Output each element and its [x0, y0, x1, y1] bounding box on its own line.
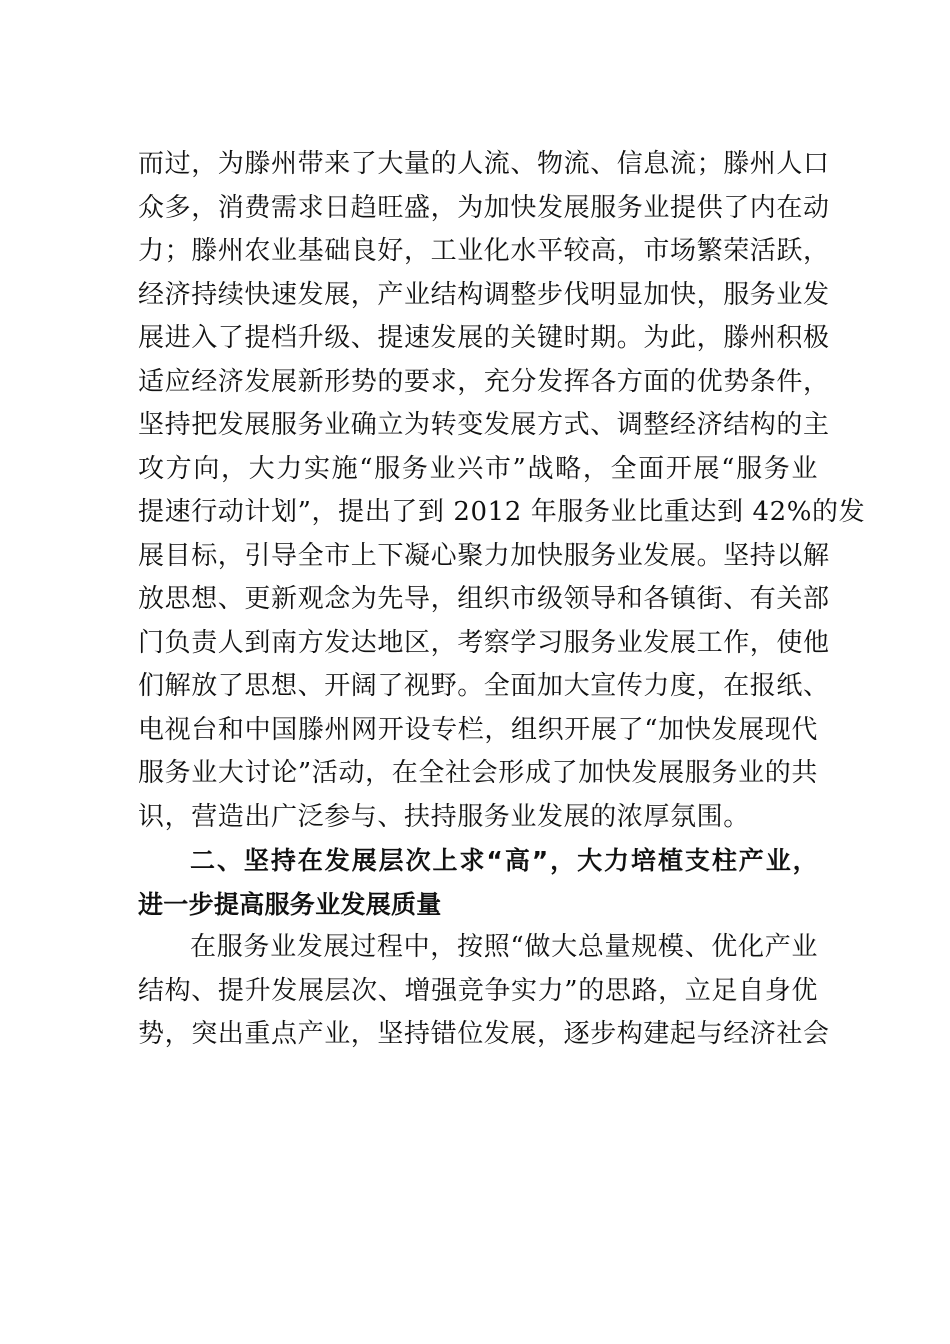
- text-line: 在服务业发展过程中，按照“做大总量规模、优化产业: [190, 932, 818, 962]
- text-line: 适应经济发展新形势的要求，充分发挥各方面的优势条件，: [138, 366, 830, 397]
- document-body: [138, 143, 866, 1057]
- text-line: 力；滕州农业基础良好，工业化水平较高，市场繁荣活跃，: [138, 236, 830, 266]
- text-line: 识，营造出广泛参与、扶持服务业发展的浓厚氛围。: [138, 801, 750, 832]
- text-line: 攻方向，大力实施“服务业兴市”战略，全面开展“服务业: [138, 453, 818, 484]
- paragraph-1: [138, 143, 866, 839]
- text-line: 提速行动计划”，提出了到 2012 年服务业比重达到 42%的发: [138, 497, 866, 527]
- text-line: 势，突出重点产业，坚持错位发展，逐步构建起与经济社会: [138, 1019, 830, 1049]
- paragraph-2: [138, 926, 830, 1057]
- section-heading: [138, 839, 818, 926]
- text-line: 众多，消费需求日趋旺盛，为加快发展服务业提供了内在动: [138, 192, 830, 223]
- text-line: 门负责人到南方发达地区，考察学习服务业发展工作，使他: [138, 627, 830, 658]
- text-line: 电视台和中国滕州网开设专栏，组织开展了“加快发展现代: [138, 714, 818, 745]
- text-line: 坚持把发展服务业确立为转变发展方式、调整经济结构的主: [138, 410, 830, 440]
- text-line: 服务业大讨论”活动，在全社会形成了加快发展服务业的共: [138, 758, 818, 788]
- text-line: 放思想、更新观念为先导，组织市级领导和各镇街、有关部: [138, 584, 830, 614]
- text-line: 展目标，引导全市上下凝心聚力加快服务业发展。坚持以解: [138, 540, 830, 571]
- text-line: 结构、提升发展层次、增强竞争实力”的思路，立足自身优: [138, 975, 818, 1006]
- text-line: 展进入了提档升级、提速发展的关键时期。为此，滕州积极: [138, 323, 830, 353]
- text-line: 们解放了思想、开阔了视野。全面加大宣传力度，在报纸、: [138, 671, 830, 701]
- heading-line: 二、坚持在发展层次上求“高”，大力培植支柱产业，: [190, 846, 818, 875]
- heading-line: 进一步提高服务业发展质量: [138, 889, 442, 919]
- text-line: 经济持续快速发展，产业结构调整步伐明显加快，服务业发: [138, 279, 830, 310]
- text-line: 而过，为滕州带来了大量的人流、物流、信息流；滕州人口: [138, 149, 830, 179]
